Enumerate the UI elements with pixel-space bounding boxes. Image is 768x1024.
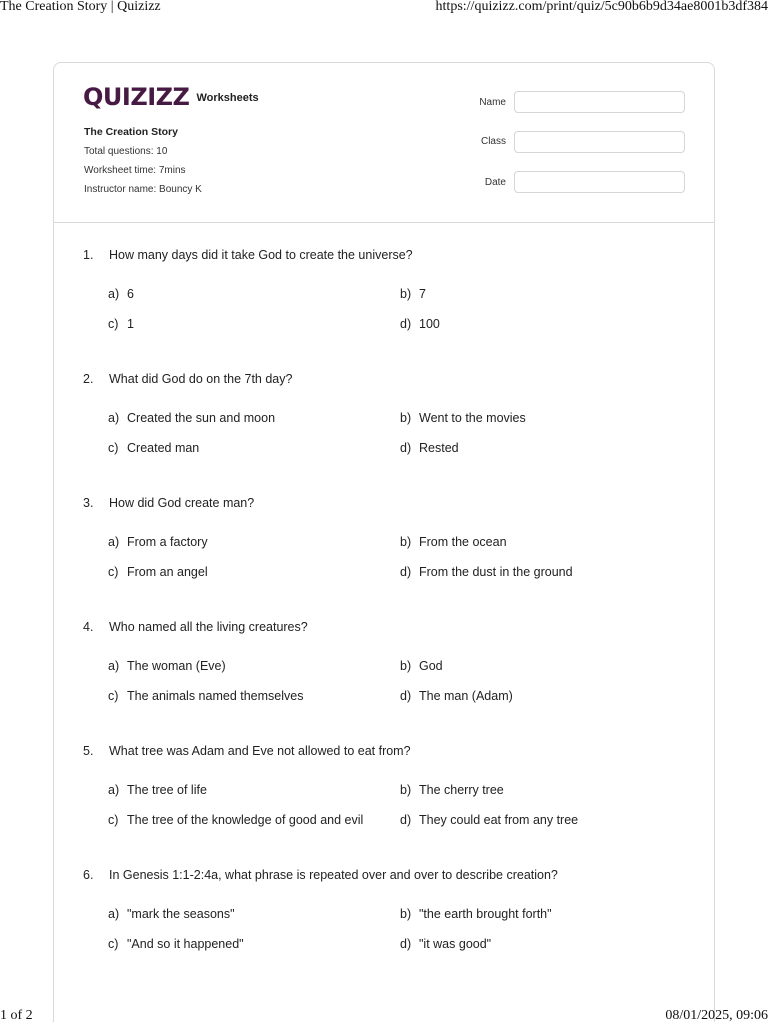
question-text: How did God create man? bbox=[109, 496, 255, 510]
option-text: Created the sun and moon bbox=[127, 411, 276, 425]
option-text: Went to the movies bbox=[419, 411, 526, 425]
class-label: Class bbox=[480, 136, 506, 147]
option-b bbox=[400, 287, 426, 301]
question-number: 6. bbox=[83, 868, 94, 882]
option-text: God bbox=[419, 659, 443, 673]
quiz-title: The Creation Story bbox=[84, 126, 178, 138]
question-number: 2. bbox=[83, 372, 94, 386]
option-b bbox=[400, 907, 552, 921]
option-text: From an angel bbox=[127, 565, 208, 579]
option-letter: d) bbox=[400, 565, 412, 579]
total-questions: Total questions: 10 bbox=[84, 146, 168, 157]
option-text: The tree of the knowledge of good and evil bbox=[127, 813, 364, 827]
question-4 bbox=[83, 620, 703, 744]
question-text: What tree was Adam and Eve not allowed to eat from? bbox=[109, 744, 411, 758]
date-field[interactable] bbox=[514, 171, 685, 193]
question-text: What did God do on the 7th day? bbox=[109, 372, 293, 386]
option-a bbox=[108, 287, 134, 301]
option-text: 1 bbox=[127, 317, 134, 331]
option-a bbox=[108, 907, 235, 921]
option-text: The woman (Eve) bbox=[127, 659, 226, 673]
name-label: Name bbox=[479, 97, 506, 108]
option-text: "it was good" bbox=[419, 937, 492, 951]
option-d bbox=[400, 937, 491, 951]
print-datetime: 08/01/2025, 09:06 bbox=[665, 1008, 768, 1023]
option-b bbox=[400, 411, 526, 425]
option-letter: b) bbox=[400, 907, 412, 921]
option-d bbox=[400, 689, 513, 703]
option-c bbox=[108, 441, 199, 455]
option-a bbox=[108, 783, 207, 797]
option-text: 100 bbox=[419, 317, 440, 331]
option-text: "And so it happened" bbox=[127, 937, 244, 951]
option-a bbox=[108, 411, 275, 425]
option-text: From the dust in the ground bbox=[419, 565, 573, 579]
option-text: "the earth brought forth" bbox=[419, 907, 552, 921]
option-b bbox=[400, 659, 443, 673]
worksheet-header bbox=[54, 63, 714, 223]
option-letter: a) bbox=[108, 783, 120, 797]
option-text: They could eat from any tree bbox=[419, 813, 579, 827]
option-letter: d) bbox=[400, 441, 412, 455]
logo-subtitle: Worksheets bbox=[196, 92, 259, 104]
class-field[interactable] bbox=[514, 131, 685, 153]
option-text: 6 bbox=[127, 287, 134, 301]
option-letter: c) bbox=[108, 441, 119, 455]
option-text: "mark the seasons" bbox=[127, 907, 235, 921]
option-letter: a) bbox=[108, 411, 120, 425]
option-text: The man (Adam) bbox=[419, 689, 513, 703]
name-field[interactable] bbox=[514, 91, 685, 113]
option-c bbox=[108, 689, 303, 703]
option-letter: d) bbox=[400, 317, 412, 331]
option-letter: b) bbox=[400, 659, 412, 673]
option-letter: a) bbox=[108, 287, 120, 301]
question-2 bbox=[83, 372, 703, 496]
instructor-name: Instructor name: Bouncy K bbox=[84, 184, 202, 195]
option-text: The cherry tree bbox=[419, 783, 504, 797]
question-5 bbox=[83, 744, 703, 868]
option-b bbox=[400, 783, 504, 797]
print-page-url: https://quizizz.com/print/quiz/5c90b6b9d34ae8001b3df384 bbox=[435, 0, 768, 14]
question-text: In Genesis 1:1-2:4a, what phrase is repeated over and over to describe creation? bbox=[109, 868, 558, 882]
option-d bbox=[400, 441, 459, 455]
question-number: 5. bbox=[83, 744, 94, 758]
print-page-indicator: 1 of 2 bbox=[0, 1008, 33, 1023]
print-page-title: The Creation Story | Quizizz bbox=[0, 0, 161, 14]
date-label: Date bbox=[484, 177, 506, 188]
option-a bbox=[108, 535, 208, 549]
question-6 bbox=[83, 868, 703, 992]
option-letter: c) bbox=[108, 689, 119, 703]
option-letter: d) bbox=[400, 689, 412, 703]
option-text: Created man bbox=[127, 441, 200, 455]
option-text: Rested bbox=[419, 441, 459, 455]
worksheet-time: Worksheet time: 7mins bbox=[84, 165, 186, 176]
option-letter: c) bbox=[108, 813, 119, 827]
option-b bbox=[400, 535, 507, 549]
question-number: 1. bbox=[83, 248, 94, 262]
option-text: The tree of life bbox=[127, 783, 207, 797]
quizizz-logo bbox=[83, 83, 259, 111]
option-text: From a factory bbox=[127, 535, 208, 549]
question-number: 4. bbox=[83, 620, 94, 634]
option-c bbox=[108, 937, 244, 951]
option-letter: c) bbox=[108, 317, 119, 331]
option-a bbox=[108, 659, 226, 673]
option-letter: a) bbox=[108, 535, 120, 549]
option-letter: a) bbox=[108, 659, 120, 673]
question-3 bbox=[83, 496, 703, 620]
option-d bbox=[400, 813, 578, 827]
option-letter: b) bbox=[400, 287, 412, 301]
option-letter: c) bbox=[108, 565, 119, 579]
option-c bbox=[108, 565, 208, 579]
option-letter: b) bbox=[400, 783, 412, 797]
question-number: 3. bbox=[83, 496, 94, 510]
option-letter: d) bbox=[400, 813, 412, 827]
logo-wordmark: QUIZIZZ bbox=[83, 83, 190, 111]
option-c bbox=[108, 317, 134, 331]
option-letter: c) bbox=[108, 937, 119, 951]
option-text: The animals named themselves bbox=[127, 689, 304, 703]
question-list bbox=[83, 248, 703, 992]
question-1 bbox=[83, 248, 703, 372]
question-text: How many days did it take God to create the universe? bbox=[109, 248, 413, 262]
option-letter: a) bbox=[108, 907, 120, 921]
option-d bbox=[400, 565, 573, 579]
option-c bbox=[108, 813, 363, 827]
option-letter: b) bbox=[400, 411, 412, 425]
question-text: Who named all the living creatures? bbox=[109, 620, 308, 634]
option-d bbox=[400, 317, 440, 331]
option-letter: d) bbox=[400, 937, 412, 951]
option-letter: b) bbox=[400, 535, 412, 549]
option-text: From the ocean bbox=[419, 535, 507, 549]
option-text: 7 bbox=[419, 287, 426, 301]
